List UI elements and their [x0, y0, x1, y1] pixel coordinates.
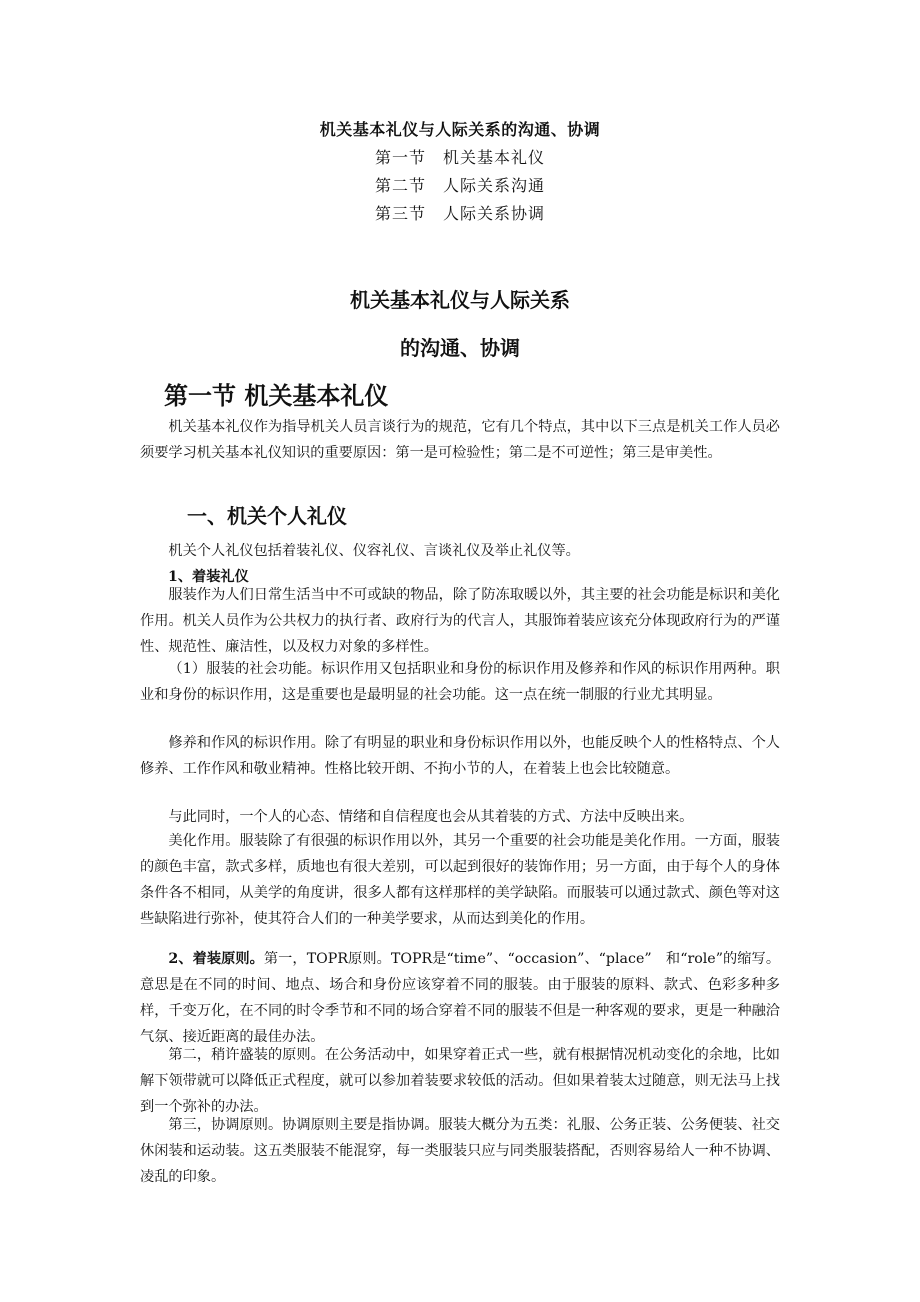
item-heading-attire: 1、着装礼仪 — [168, 569, 249, 585]
paragraph-social-function: （1）服装的社会功能。标识作用又包括职业和身份的标识作用及修养和作风的标识作用两种。职业和身份的标识作用，这是重要也是最明显的社会功能。这一点在统一制服的行业尤其明显。 — [140, 661, 780, 703]
paragraph-beautify: 美化作用。服装除了有很强的标识作用以外，其另一个重要的社会功能是美化作用。一方面，服装的颜色丰富，款式多样，质地也有很大差别，可以起到很好的装饰作用；另一方面，由于每个人的身体条件各不相同，从美学的角度讲，很多人都有这样那样的美学缺陷。而服装可以通过款式、颜色等对这些缺陷进行弥补，使其符合人们的一种美学要求，从而达到美化的作用。 — [140, 833, 780, 927]
paragraph-formal-principle: 第二，稍许盛装的原则。在公务活动中，如果穿着正式一些，就有根据情况机动变化的余地，比如解下领带就可以降低正式程度，就可以参加着装要求较低的活动。但如果着装太过随意，则无法马上找到一个弥补的办法。 — [140, 1047, 780, 1115]
toc-item-section-2: 第二节 人际关系沟通 — [374, 176, 545, 195]
attire-principle-label: 2、着装原则。 — [168, 951, 264, 967]
toc-item-section-3: 第三节 人际关系协调 — [374, 204, 545, 223]
paragraph-clothing-function: 服装作为人们日常生活当中不可或缺的物品，除了防冻取暖以外，其主要的社会功能是标识和美化作用。机关人员作为公共权力的执行者、政府行为的代言人，其服饰着装应该充分体现政府行为的严谨性、规范性、廉洁性，以及权力对象的多样性。 — [140, 587, 780, 655]
paragraph-topr-principle — [140, 946, 780, 1050]
toc-item-section-1: 第一节 机关基本礼仪 — [374, 148, 545, 167]
section-heading: 第一节 机关基本礼仪 — [164, 381, 389, 410]
paragraph-coordination-principle: 第三，协调原则。协调原则主要是指协调。服装大概分为五类：礼服、公务正装、公务便装、社交休闲装和运动装。这五类服装不能混穿，每一类服装只应与同类服装搭配，否则容易给人一种不协调、凌乱的印象。 — [140, 1117, 780, 1185]
subsection-intro-paragraph: 机关个人礼仪包括着装礼仪、仪容礼仪、言谈礼仪及举止礼仪等。 — [168, 543, 580, 559]
toc-title: 机关基本礼仪与人际关系的沟通、协调 — [319, 120, 601, 139]
paragraph-mindset: 与此同时，一个人的心态、情绪和自信程度也会从其着装的方式、方法中反映出来。 — [168, 809, 694, 825]
section-intro-paragraph: 机关基本礼仪作为指导机关人员言谈行为的规范，它有几个特点，其中以下三点是机关工作人员必须要学习机关基本礼仪知识的重要原因：第一是可检验性；第二是不可逆性；第三是审美性。 — [140, 419, 780, 461]
paragraph-cultivation: 修养和作风的标识作用。除了有明显的职业和身份标识作用以外，也能反映个人的性格特点、个人修养、工作作风和敬业精神。性格比较开朗、不拘小节的人，在着装上也会比较随意。 — [140, 735, 780, 777]
main-title-line-1: 机关基本礼仪与人际关系 — [350, 288, 570, 312]
main-title-line-2: 的沟通、协调 — [400, 336, 520, 360]
subsection-heading: 一、机关个人礼仪 — [187, 504, 347, 528]
topr-principle-text: 第一，TOPR原则。TOPR是“time”、“occasion”、“place” 和“role”的缩写。意思是在不同的时间、地点、场合和身份应该穿着不同的服装。由于服装的原料、款式、色彩多种多样，千变万化，在不同的时令季节和不同的场合穿着不同的服装不但是一种客观的要求，更是一种融洽气氛、接近距离的最佳办法。 — [140, 951, 781, 1045]
